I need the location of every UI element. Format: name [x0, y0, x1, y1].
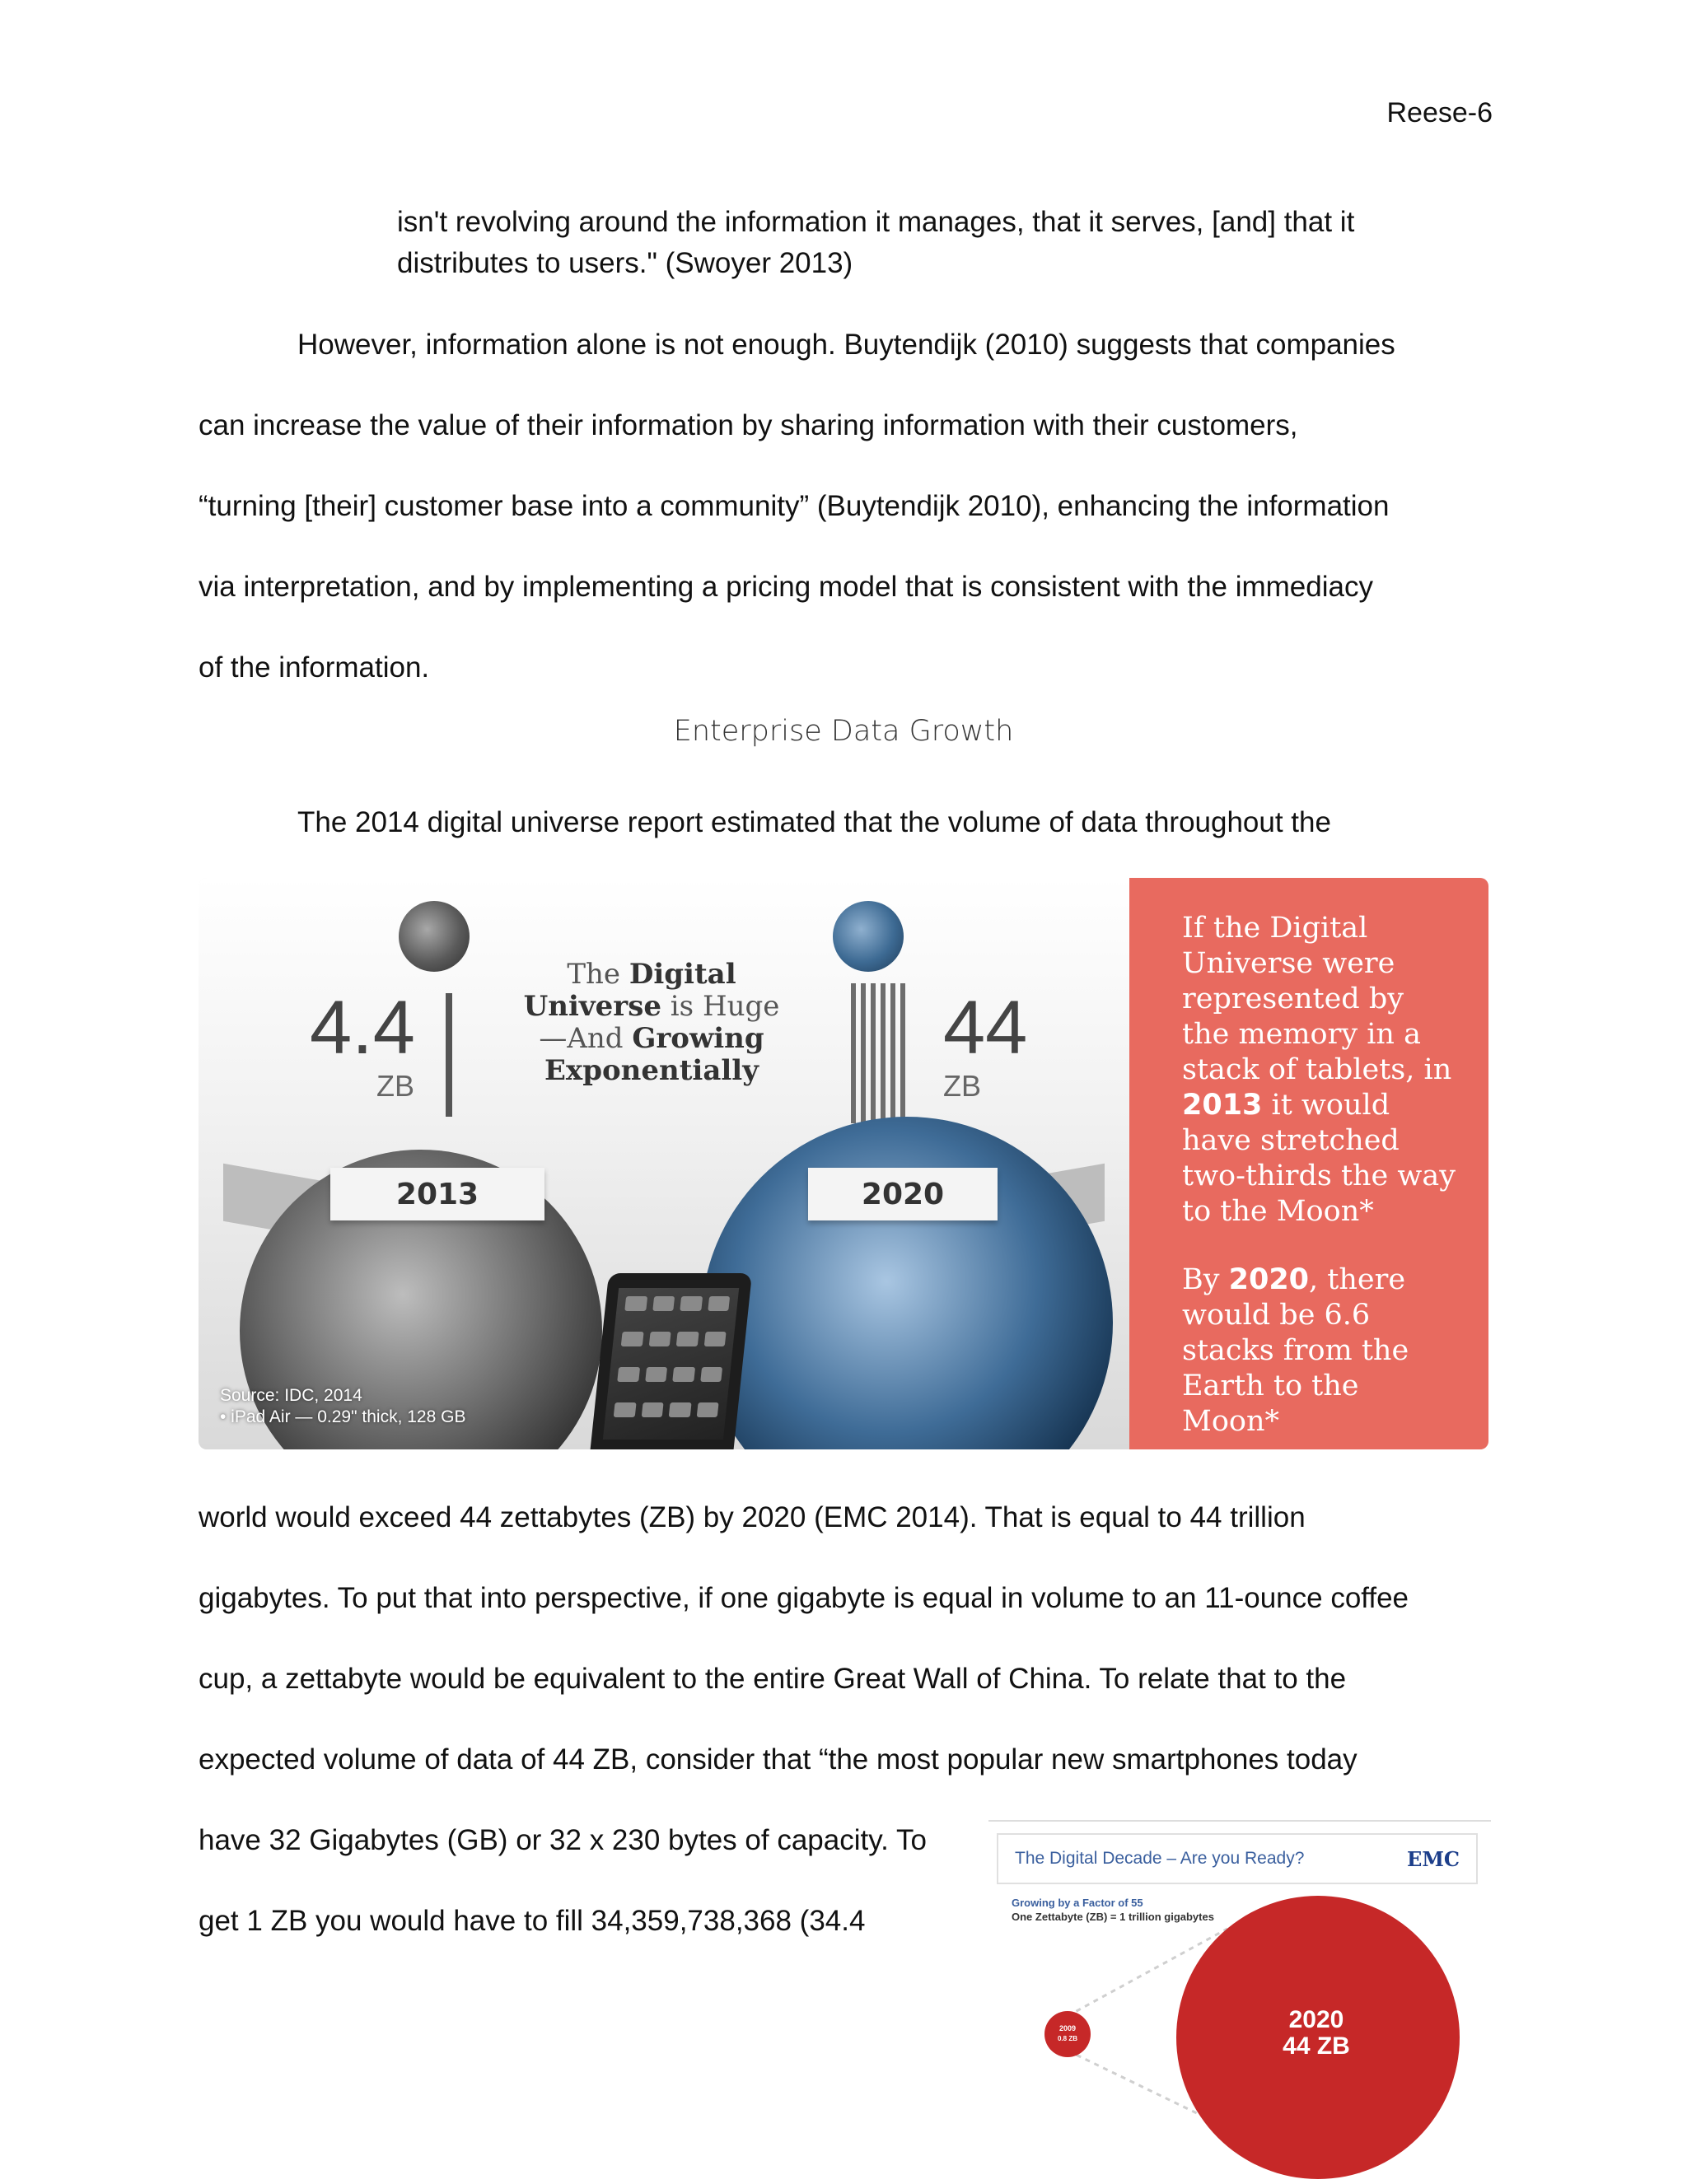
figure-title: The Digital Decade – Are you Ready?	[1015, 1849, 1305, 1868]
quote-line: distributes to users." (Swoyer 2013)	[397, 247, 853, 279]
infographic-title: The Digital Universe is Huge —And Growing Exponentially	[523, 958, 780, 1087]
digital-universe-infographic	[199, 878, 1488, 1449]
text-line: “turning [their] customer base into a community” (Buytendijk 2010), enhancing the information	[199, 490, 1390, 522]
circle-2009-year: 2009	[1058, 2024, 1077, 2032]
text-line: cup, a zettabyte would be equivalent to the entire Great Wall of China. To relate that to the	[199, 1663, 1347, 1695]
text-line: via interpretation, and by implementing a pricing model that is consistent with the immediacy	[199, 571, 1373, 603]
earth-2020-image	[701, 1117, 1113, 1449]
block-quote	[397, 202, 1460, 284]
circle-2009	[1044, 2011, 1091, 2057]
infographic-illustration	[199, 878, 1129, 1449]
volume-2013-number: 4.4	[310, 986, 415, 1070]
section-heading: Enterprise Data Growth	[673, 715, 1014, 748]
text-line: world would exceed 44 zettabytes (ZB) by 2020 (EMC 2014). That is equal to 44 trillion	[199, 1501, 1306, 1533]
circle-2020-value: 44 ZB	[1283, 2032, 1350, 2060]
moon-icon	[833, 901, 904, 972]
year-2020-label: 2020	[808, 1168, 998, 1220]
year-2013-label: 2013	[330, 1168, 544, 1220]
page-header: Reese-6	[1386, 97, 1493, 128]
figure-title-bar	[997, 1833, 1478, 1884]
quote-line: isn't revolving around the information it manages, that it serves, [and] that it	[397, 206, 1355, 238]
tablet-icon	[589, 1273, 752, 1449]
volume-2020-unit: ZB	[943, 1069, 982, 1103]
circle-2009-value: 0.8 ZB	[1057, 2035, 1078, 2042]
text-line: get 1 ZB you would have to fill 34,359,738,368 (34.4	[199, 1905, 866, 1937]
tablet-stack-2020	[851, 983, 909, 1123]
text-line: However, information alone is not enough. Buytendijk (2010) suggests that companies	[297, 329, 1395, 361]
text-line: gigabytes. To put that into perspective, if one gigabyte is equal in volume to an 11-ounce coffee	[199, 1582, 1409, 1614]
figure-subtitle: Growing by a Factor of 55 One Zettabyte (ZB) = 1 trillion gigabytes	[1012, 1897, 1214, 1923]
callout-2013: If the Digital Universe were represented by the memory in a stack of tablets, in 2013 it would have stretched two-thirds the way to the Moon*	[1182, 912, 1456, 1228]
digital-decade-figure	[988, 1820, 1491, 2184]
paragraph-information	[199, 305, 1492, 708]
infographic-source: Source: IDC, 2014 • iPad Air — 0.29" thick, 128 GB	[220, 1386, 466, 1426]
callout-2020: By 2020, there would be 6.6 stacks from the Earth to the Moon*	[1182, 1263, 1409, 1438]
volume-2013-unit: ZB	[376, 1069, 415, 1103]
emc-logo: EMC	[1407, 1846, 1460, 1871]
volume-2020-number: 44	[943, 986, 1028, 1070]
text-line: can increase the value of their information by sharing information with their customers,	[199, 409, 1298, 441]
paragraph-intro	[199, 782, 1492, 863]
text-line: expected volume of data of 44 ZB, consider that “the most popular new smartphones today	[199, 1743, 1358, 1776]
text-line: of the information.	[199, 651, 430, 684]
circle-2020-year: 2020	[1288, 2006, 1344, 2033]
text-line: have 32 Gigabytes (GB) or 32 x 230 bytes of capacity. To	[199, 1824, 927, 1856]
moon-icon	[399, 901, 470, 972]
text-line: The 2014 digital universe report estimated that the volume of data throughout the	[297, 806, 1331, 838]
tablet-stack-2013	[446, 993, 452, 1117]
infographic-callout-panel	[1129, 878, 1488, 1449]
